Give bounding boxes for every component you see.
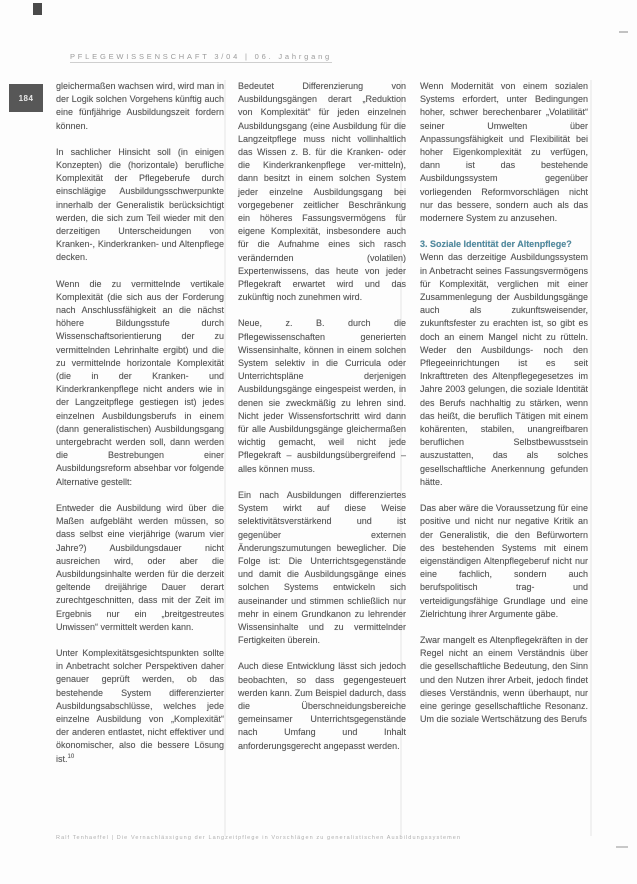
registration-mark	[33, 3, 42, 15]
article-body	[56, 80, 588, 834]
body-paragraph: In sachlicher Hinsicht soll (in einigen Konzepten) die (horizontale) berufliche Komplexität der Pflegeberufe durch einschlägige Ausbildungsschwerpunkte innerhalb der Generalistik berücksichtigt werden, die sich zum Teil wieder mit den derzeitigen Unterscheidungen von Kranken-, Kinderkranken- und Altenpflege decken.	[56, 146, 224, 263]
body-paragraph: gleichermaßen wachsen wird, wird man in der Logik solchen Vorgehens künftig auch eine fünfjährige Ausbildungszeit fordern können.	[56, 81, 224, 131]
column-1	[56, 80, 224, 834]
body-paragraph: Auch diese Entwicklung lässt sich jedoch beobachten, so dass gegengesteuert werden kann. Zum Beispiel dadurch, dass die Überschneidungsbereiche gemeinsamer Unterrichtsgegenstände nach Umfang und Inhalt anforderungsgerecht angepasst werden.	[238, 661, 406, 751]
body-paragraph: Wenn Modernität von einem sozialen Systems erfordert, unter Bedingungen hoher, schwer berechenbarer „Volatilität“ seiner Umwelten über Anpassungsfähigkeit und Flexibilität bei hoher Eigenkomplexität zu verfügen, dann ist das bestehende Ausbildungssystem gegenüber vorliegenden Reformvorschlägen nicht nur das bessere, sondern auch als das modernere System zu anzusehen.	[420, 81, 588, 224]
footnote-ref: 10	[67, 753, 75, 760]
scan-artifact-top	[619, 31, 628, 33]
body-paragraph: Ein nach Ausbildungen differenziertes System wirkt auf diese Weise selektivitätsverstärkend und ist gegenüber externen Änderungszumutungen beweglicher. Die Folge ist: Die Unterrichtsgegenstände und damit die Ausbildungsgänge eines solchen Systems entwickeln sich auseinander und stimmen schließlich nur mehr in einem Grundkanon zu lehrender Wissensinhalte und zu vermittelnder Fertigkeiten überein.	[238, 489, 406, 646]
body-paragraph: Wenn das derzeitige Ausbildungssystem in Anbetracht seines Fassungsvermögens für Komplexität, verglichen mit einer Zusammenlegung der Ausbildungsgänge auch als zukunftsweisender, zukunftsfester zu erachten ist, so gibt es doch an einem Mangel nicht zu rütteln. Weder den Ausbildungs- noch den Pflegeeinrichtungen ist es seit Inkrafttreten des Altenpflegegesetzes im Jahre 2003 gelungen, die soziale Identität des Berufs nachhaltig zu stärken, wenn das heißt, die beruflich Tätigen mit einem kohärenten, stabilen, unangreifbaren beruflichen Selbstbewusstsein auszustatten, das als solches gesellschaftliche Anerkennung gefunden hätte.	[420, 252, 588, 487]
scan-streak	[590, 80, 592, 836]
journal-running-head: PFLEGEWISSENSCHAFT 3/04 | 06. Jahrgang	[70, 52, 333, 61]
page-number-badge: 184	[9, 84, 43, 112]
body-paragraph: Neue, z. B. durch die Pflegewissenschaften generierten Wissensinhalte, können in einem solchen System selektiv in die Curricula oder Unterrichtspläne derjenigen Ausbildungsgänge eingespeist werden, in denen sie zweckmäßig zu lehren sind. Nicht jeder Wissensfortschritt wird dann für alle Ausbildungsgänge gleichermaßen wichtig gemacht, weil nicht jede Pflegekraft – ausbildungsübergreifend – alles können muss.	[238, 318, 406, 474]
section-heading: 3. Soziale Identität der Altenpflege?	[420, 239, 572, 250]
column-3	[420, 80, 588, 834]
body-paragraph: Zwar mangelt es Altenpflegekräften in der Regel nicht an einem Verständnis über die gesellschaftliche Bedeutung, den Sinn und den Nutzen ihrer Arbeit, jedoch findet dieses Verständnis, wenn überhaupt, nur eine geringe gesellschaftliche Resonanz. Um die soziale Wertschätzung des Berufs	[420, 634, 588, 725]
body-paragraph: Das aber wäre die Voraussetzung für eine positive und nicht nur negative Kritik an der Generalistik, die den Befürwortern des bestehenden Systems mit einem eigenständigen Altenpflegeberuf nicht nur eine fachlich, sondern auch berufspolitisch trag- und verteidigungsfähige Grundlage und eine Zielrichtung ihrer Argumente gäbe.	[420, 503, 588, 619]
body-paragraph: Wenn die zu vermittelnde vertikale Komplexität (die sich aus der Forderung nach Anschlussfähigkeit an die nächst höhere Bildungsstufe durch Wissenschaftsorientierung der zu vermittelnden Lehrinhalte ergibt) und die zu vermittelnde horizontale Komplexität (die in der Kranken- und Kinderkrankenpflege nicht anders wie in der Langzeitpflege gestiegen ist) jedes einzelnen Ausbildungsberufs in einem (dann generalistischen) Ausbildungsgang untergebracht werden soll, dann werden die Bestrebungen einer Ausbildungsreform absehbar vor folgende Alternative gestellt:	[56, 278, 224, 487]
footer-article-info: Ralf Tenhaeffel | Die Vernachlässigung der Langzeitpflege in Vorschlägen zu generalistischen Ausbildungssystemen	[56, 835, 462, 841]
paragraph-text: Unter Komplexitätsgesichtspunkten sollte in Anbetracht solcher Perspektiven daher genauer geprüft werden, ob das bestehende System differenzierter Ausbildungsabschlüsse, welches jede einzelne Ausbildung von „Komplexität“ der anderen entlastet, nicht effektiver und ökonomischer, also die bessere Lösung ist.	[56, 647, 224, 764]
body-paragraph: Entweder die Ausbildung wird über die Maßen aufgebläht werden müssen, so dass selbst eine vierjährige (warum vier Jahre?) Ausbildungsdauer nicht ausreichen wird, oder aber die Ausbildungsinhalte werden für die derzeit geltende dreijährige Dauer derart zurechtgeschnitten, dass mit der Zeit im Ergebnis nur ein „breitgestreutes Unwissen“ vermittelt werden kann.	[56, 502, 224, 632]
body-paragraph: Bedeutet Differenzierung von Ausbildungsgängen derart „Reduktion von Komplexität“ für jeden einzelnen Ausbildungsgang (eine Ausbildung für die Langzeitpflege muss nicht vollinhaltlich das Wissen z. B. für die Kranken- oder die Kinderkrankenpflege ver-mitteln), dann besitzt in einem solchen System jeder einzelne Ausbildungsgang bei vorgegebener zeitlicher Beschränkung ein höheres Fassungsvermögens für eigene Komplexität, insbesondere auch für die Aufnahme eines sich rasch verändernden (volatilen) Expertenwissens, das heute von jeder Pflegekraft erwartet wird und das zukünftig noch zunehmen wird.	[238, 81, 406, 303]
scan-artifact-bottom	[616, 846, 628, 848]
body-paragraph	[56, 647, 224, 766]
column-2	[238, 80, 406, 834]
